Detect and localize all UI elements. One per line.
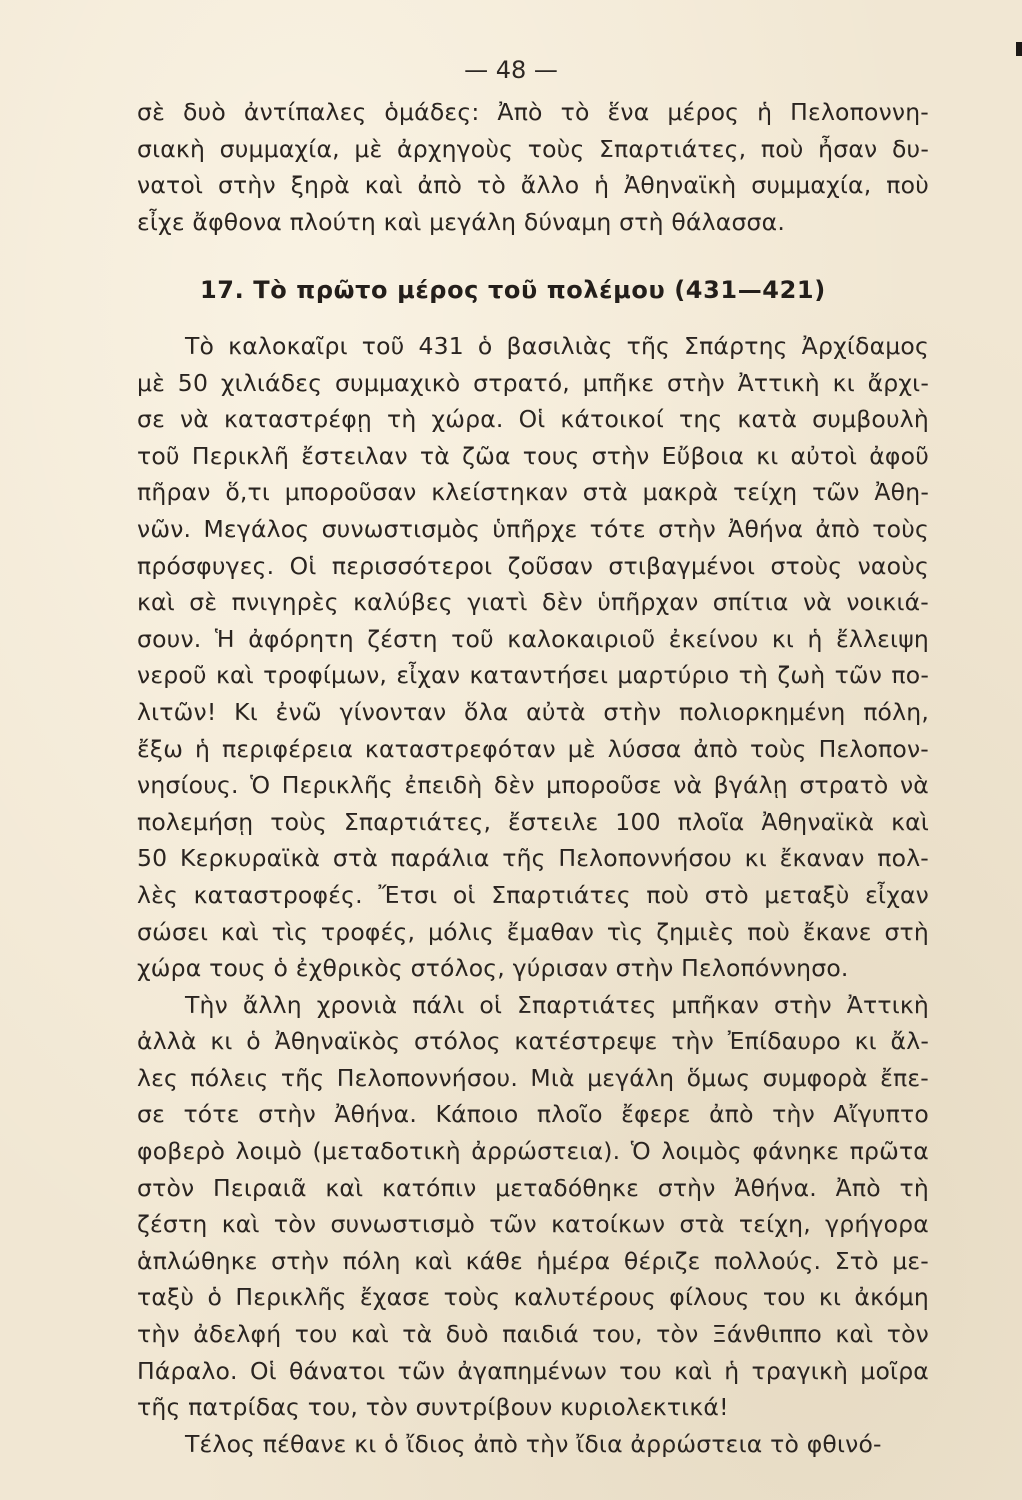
text-line: πολεμήσῃ τοὺς Σπαρτιάτες, ἔστειλε 100 πλοῖα Ἀθηναϊκὰ καὶ — [137, 807, 929, 836]
text-line: σε νὰ καταστρέφῃ τὴ χώρα. Οἱ κάτοικοί της κατὰ συμβουλὴ — [137, 405, 929, 434]
text-line: σώσει καὶ τὶς τροφές, μόλις ἔμαθαν τὶς ζημιὲς ποὺ ἔκανε στὴ — [137, 917, 929, 946]
text-line: σὲ δυὸ ἀντίπαλες ὁμάδες: Ἀπὸ τὸ ἕνα μέρος ἡ Πελοποννη- — [137, 98, 929, 126]
text-line: σιακὴ συμμαχία, μὲ ἀρχηγοὺς τοὺς Σπαρτιάτες, ποὺ ἦσαν δυ- — [137, 134, 929, 163]
text-line: λὲς καταστροφές. Ἔτσι οἱ Σπαρτιάτες ποὺ στὸ μεταξὺ εἶχαν — [137, 880, 929, 909]
text-line: ἔξω ἡ περιφέρεια καταστρεφόταν μὲ λύσσα ἀπὸ τοὺς Πελοπον- — [137, 734, 929, 763]
text-line: Τὸ καλοκαῖρι τοῦ 431 ὁ βασιλιὰς τῆς Σπάρτης Ἀρχίδαμος — [185, 332, 929, 360]
text-line: ἀλλὰ κι ὁ Ἀθηναϊκὸς στόλος κατέστρεψε τὴν Ἐπίδαυρο κι ἄλ- — [137, 1027, 929, 1056]
text-line: τῆς πατρίδας του, τὸν συντρίβουν κυριολεκτικά! — [137, 1393, 729, 1422]
body-text — [137, 328, 929, 1462]
text-line: πῆραν ὅ,τι μποροῦσαν κλείστηκαν στὰ μακρὰ τείχη τῶν Ἀθη- — [137, 478, 929, 507]
section-heading: 17. Τὸ πρῶτο μέρος τοῦ πολέμου (431—421) — [200, 276, 826, 304]
text-line: 50 Κερκυραϊκὰ στὰ παράλια τῆς Πελοποννήσου κι ἔκαναν πολ- — [137, 844, 929, 873]
text-line: σουν. Ἡ ἀφόρητη ζέστη τοῦ καλοκαιριοῦ ἐκείνου κι ἡ ἔλλειψη — [137, 624, 929, 653]
text-line: εἶχε ἄφθονα πλούτη καὶ μεγάλη δύναμη στὴ θάλασσα. — [137, 207, 785, 236]
text-line: νῶν. Μεγάλος συνωστισμὸς ὑπῆρχε τότε στὴν Ἀθήνα ἀπὸ τοὺς — [137, 514, 929, 543]
text-line: καὶ σὲ πνιγηρὲς καλύβες γιατὶ δὲν ὑπῆρχαν σπίτια νὰ νοικιά- — [137, 588, 929, 617]
text-line: πρόσφυγες. Οἱ περισσότεροι ζοῦσαν στιβαγμένοι στοὺς ναοὺς — [137, 551, 929, 580]
text-line: στὸν Πειραιᾶ καὶ κατόπιν μεταδόθηκε στὴν Ἀθήνα. Ἀπὸ τὴ — [137, 1173, 929, 1202]
text-line: μὲ 50 χιλιάδες συμμαχικὸ στρατό, μπῆκε στὴν Ἀττικὴ κι ἄρχι- — [137, 368, 929, 397]
text-line: Τὴν ἄλλη χρονιὰ πάλι οἱ Σπαρτιάτες μπῆκαν στὴν Ἀττικὴ — [185, 990, 929, 1019]
text-line: ἁπλώθηκε στὴν πόλη καὶ κάθε ἡμέρα θέριζε πολλούς. Στὸ με- — [137, 1246, 929, 1275]
page-number: — 48 — — [464, 56, 558, 84]
text-line: νεροῦ καὶ τροφίμων, εἶχαν καταντήσει μαρτύριο τὴ ζωὴ τῶν πο- — [137, 661, 929, 690]
text-line: ταξὺ ὁ Περικλῆς ἔχασε τοὺς καλυτέρους φίλους του κι ἀκόμη — [137, 1283, 929, 1312]
text-line: Τέλος πέθανε κι ὁ ἴδιος ἀπὸ τὴν ἴδια ἀρρώστεια τὸ φθινό- — [185, 1429, 882, 1458]
text-line: νησίους. Ὁ Περικλῆς ἐπειδὴ δὲν μποροῦσε νὰ βγάλῃ στρατὸ νὰ — [137, 771, 929, 800]
text-line: λες πόλεις τῆς Πελοποννήσου. Μιὰ μεγάλη ὅμως συμφορὰ ἔπε- — [137, 1063, 929, 1092]
text-line: τοῦ Περικλῆ ἔστειλαν τὰ ζῶα τους στὴν Εὔβοια κι αὐτοὶ ἀφοῦ — [137, 441, 929, 470]
text-line: λιτῶν! Κι ἐνῶ γίνονταν ὅλα αὐτὰ στὴν πολιορκημένη πόλη, — [137, 697, 929, 726]
text-line: χώρα τους ὁ ἐχθρικὸς στόλος, γύρισαν στὴν Πελοπόννησο. — [137, 954, 849, 983]
text-line: τὴν ἀδελφή του καὶ τὰ δυὸ παιδιά του, τὸν Ξάνθιππο καὶ τὸν — [137, 1320, 929, 1349]
text-line: φοβερὸ λοιμὸ (μεταδοτικὴ ἀρρώστεια). Ὁ λοιμὸς φάνηκε πρῶτα — [137, 1137, 929, 1166]
text-line: Πάραλο. Οἱ θάνατοι τῶν ἀγαπημένων του καὶ ἡ τραγικὴ μοῖρα — [137, 1356, 929, 1385]
text-line: νατοὶ στὴν ξηρὰ καὶ ἀπὸ τὸ ἄλλο ἡ Ἀθηναϊκὴ συμμαχία, ποὺ — [137, 171, 929, 200]
intro-paragraph — [137, 94, 929, 240]
text-line: ζέστη καὶ τὸν συνωστισμὸ τῶν κατοίκων στὰ τείχη, γρήγορα — [137, 1210, 929, 1239]
text-line: σε τότε στὴν Ἀθήνα. Κάποιο πλοῖο ἔφερε ἀπὸ τὴν Αἴγυπτο — [137, 1100, 929, 1129]
page-edge-mark — [1016, 42, 1022, 56]
